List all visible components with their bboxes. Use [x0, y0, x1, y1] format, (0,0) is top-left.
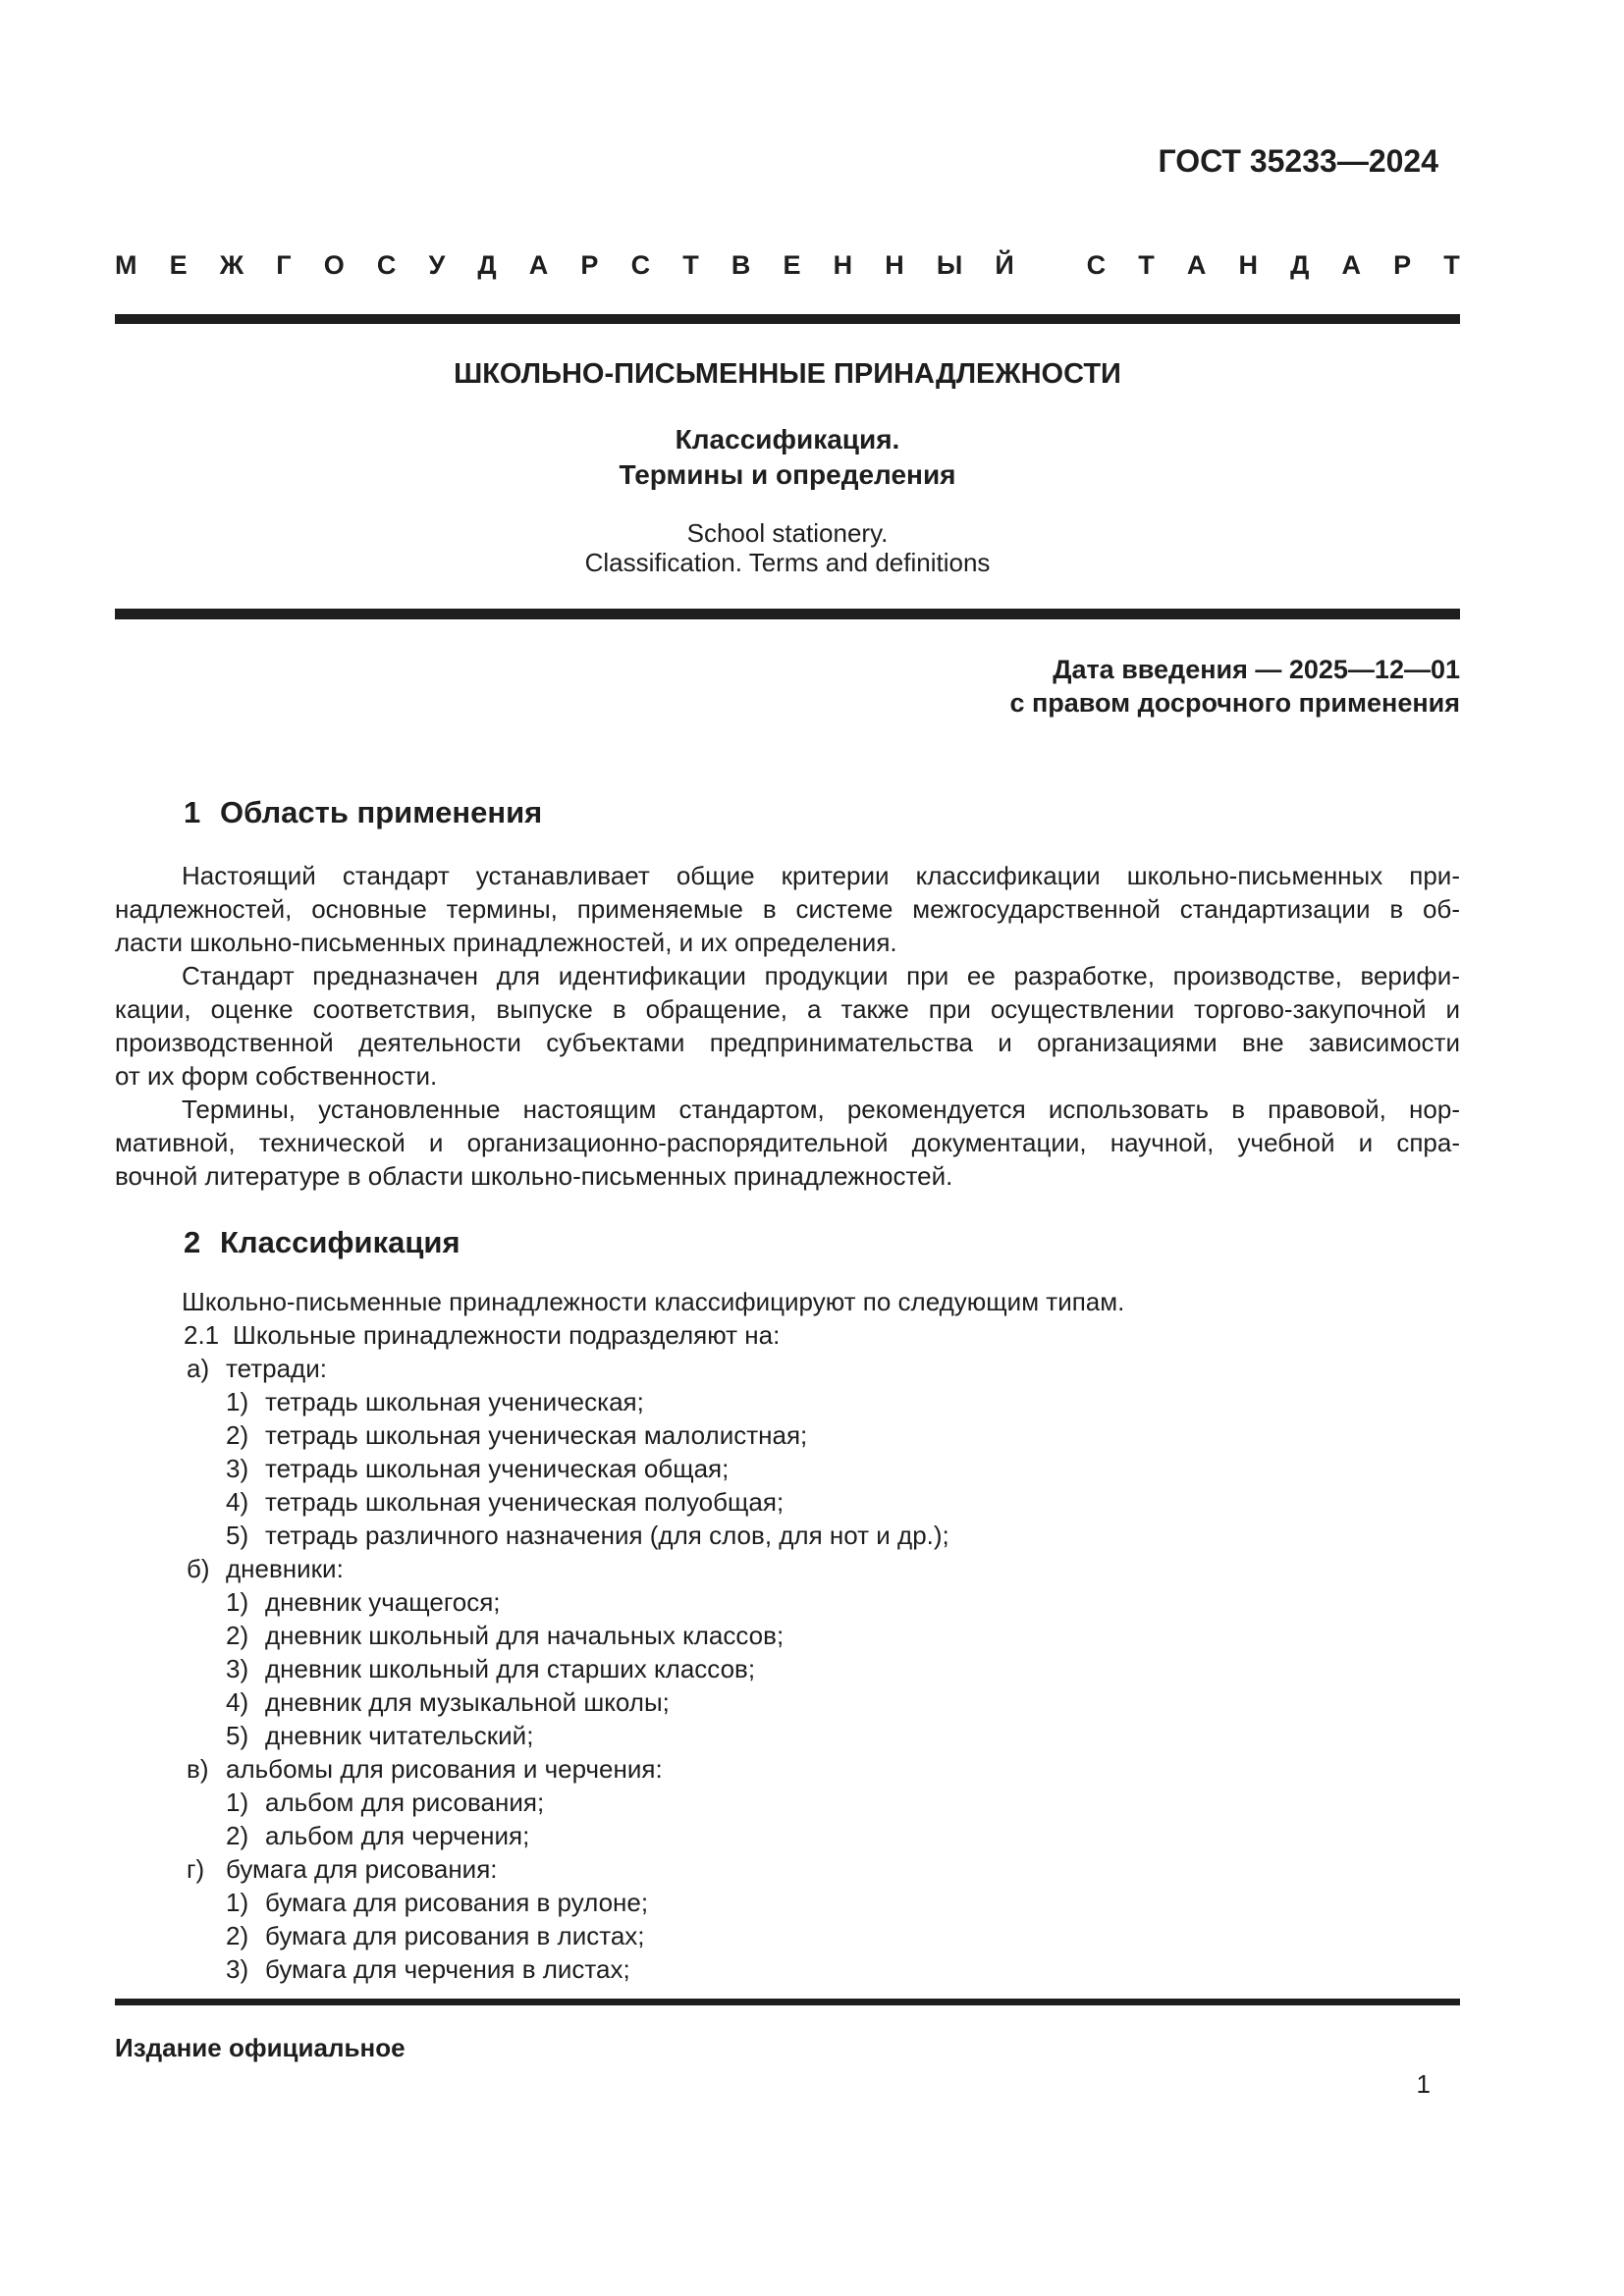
- list-item: [115, 1752, 1460, 1786]
- document-title-english: [115, 518, 1460, 577]
- list-item-text: дневник учащегося;: [265, 1587, 501, 1617]
- list-item-text: дневник школьный для старших классов;: [265, 1654, 756, 1683]
- list-item: [115, 1485, 1460, 1519]
- list-item-text: альбом для черчения;: [265, 1821, 530, 1850]
- list-item-marker: 3): [226, 1654, 249, 1683]
- subtitle-line-1: Классификация.: [675, 424, 900, 454]
- list-item-marker: б): [187, 1554, 210, 1583]
- list-item-text: бумага для черчения в листах;: [265, 1954, 630, 1984]
- list-item-marker: г): [187, 1854, 205, 1884]
- list-item-marker: а): [187, 1354, 210, 1383]
- section-1-number: 1: [184, 795, 201, 829]
- list-item: [115, 1919, 1460, 1952]
- section-2-title: Классификация: [220, 1225, 460, 1259]
- list-item-text: бумага для рисования в листах;: [265, 1921, 645, 1950]
- list-item-marker: 1): [226, 1788, 249, 1817]
- section-2-number: 2: [184, 1225, 201, 1259]
- list-item-marker: 3): [226, 1454, 249, 1483]
- list-item: [115, 1452, 1460, 1485]
- list-item: [115, 1619, 1460, 1652]
- list-item: [115, 1652, 1460, 1685]
- list-item: [115, 1352, 1460, 1385]
- section-1-heading: [115, 794, 1460, 831]
- list-item: [115, 1585, 1460, 1619]
- list-item-text: тетрадь школьная ученическая;: [265, 1387, 644, 1416]
- clause-2-1: [115, 1318, 1460, 1352]
- list-item-marker: 4): [226, 1487, 249, 1517]
- english-title-line-2: Classification. Terms and definitions: [584, 548, 991, 577]
- list-item-marker: 2): [226, 1921, 249, 1950]
- list-item: [115, 1852, 1460, 1886]
- paragraph-line: от их форм собственности.: [115, 1061, 438, 1091]
- classification-intro: Школьно-письменные принадлежности классифицируют по следующим типам.: [182, 1287, 1125, 1316]
- paragraph-line: надлежностей, основные термины, применяемые в системе межгосударственной стандартизации в об-: [115, 894, 1460, 924]
- list-item-text: альбомы для рисования и черчения:: [226, 1754, 663, 1784]
- section-1-title: Область применения: [220, 795, 543, 829]
- document-code: ГОСТ 35233—2024: [1158, 143, 1438, 179]
- effective-date: [115, 653, 1460, 720]
- page-number: 1: [1416, 2069, 1431, 2099]
- list-item: [115, 1786, 1460, 1819]
- standard-type-header: М Е Ж Г О С У Д А Р С Т В Е Н Н Ы Й С Т А Н Д А Р Т: [115, 250, 1460, 280]
- list-item-marker: 1): [226, 1387, 249, 1416]
- list-item-marker: 2): [226, 1821, 249, 1850]
- list-item-marker: 5): [226, 1521, 249, 1550]
- list-item-marker: 2): [226, 1621, 249, 1650]
- list-item: [115, 1685, 1460, 1719]
- section-1-body: [115, 859, 1460, 1193]
- english-title-line-1: School stationery.: [686, 518, 889, 548]
- list-item-marker: 3): [226, 1954, 249, 1984]
- list-item-text: дневник для музыкальной школы;: [265, 1687, 670, 1717]
- list-item-text: дневники:: [226, 1554, 344, 1583]
- list-item: [115, 1552, 1460, 1585]
- list-item-text: тетрадь школьная ученическая общая;: [265, 1454, 730, 1483]
- footer-rule: [115, 1999, 1460, 2005]
- paragraph-line: производственной деятельности субъектами предпринимательства и организациями вне зависимости: [115, 1028, 1460, 1057]
- list-item: [115, 1952, 1460, 1986]
- list-item: [115, 1418, 1460, 1452]
- list-item-marker: 1): [226, 1587, 249, 1617]
- list-item-marker: 4): [226, 1687, 249, 1717]
- list-item-marker: 2): [226, 1420, 249, 1450]
- list-item-marker: в): [187, 1754, 209, 1784]
- paragraph-line: Стандарт предназначен для идентификации продукции при ее разработке, производстве, верифи-: [182, 961, 1460, 990]
- list-item-text: альбом для рисования;: [265, 1788, 545, 1817]
- list-item: [115, 1719, 1460, 1752]
- document-subtitle: [115, 422, 1460, 493]
- list-item-marker: 1): [226, 1888, 249, 1917]
- effective-date-line-1: Дата введения — 2025—12—01: [1053, 655, 1460, 684]
- subtitle-line-2: Термины и определения: [619, 459, 956, 490]
- clause-2-1-number: 2.1: [184, 1320, 220, 1350]
- list-item: [115, 1519, 1460, 1552]
- document-title: ШКОЛЬНО-ПИСЬМЕННЫЕ ПРИНАДЛЕЖНОСТИ: [454, 358, 1121, 390]
- header-rule: [115, 314, 1460, 324]
- list-item-text: тетрадь различного назначения (для слов, для нот и др.);: [265, 1521, 949, 1550]
- section-2-heading: [115, 1224, 1460, 1261]
- paragraph-line: ласти школьно-письменных принадлежностей, и их определения.: [115, 928, 897, 957]
- list-item-marker: 5): [226, 1721, 249, 1750]
- section-2-body: [115, 1285, 1460, 1986]
- clause-2-1-text: Школьные принадлежности подразделяют на:: [233, 1320, 781, 1350]
- list-item-text: дневник читательский;: [265, 1721, 534, 1750]
- list-item: [115, 1819, 1460, 1852]
- list-item-text: бумага для рисования:: [226, 1854, 498, 1884]
- list-item-text: бумага для рисования в рулоне;: [265, 1888, 649, 1917]
- paragraph-line: Термины, установленные настоящим стандартом, рекомендуется использовать в правовой, нор-: [182, 1095, 1460, 1124]
- list-item-text: дневник школьный для начальных классов;: [265, 1621, 785, 1650]
- page-footer: [115, 1999, 1460, 2099]
- list-item-text: тетрадь школьная ученическая полуобщая;: [265, 1487, 785, 1517]
- paragraph-line: Настоящий стандарт устанавливает общие критерии классификации школьно-письменных при-: [182, 861, 1460, 890]
- list-item-text: тетради:: [226, 1354, 327, 1383]
- list-item-text: тетрадь школьная ученическая малолистная;: [265, 1420, 808, 1450]
- list-item: [115, 1886, 1460, 1919]
- edition-note: Издание официальное: [115, 2033, 406, 2062]
- list-item: [115, 1385, 1460, 1418]
- paragraph-line: мативной, технической и организационно-распорядительной документации, научной, учебной и спра-: [115, 1128, 1460, 1157]
- paragraph-line: кации, оценке соответствия, выпуске в обращение, а также при осуществлении торгово-закупочной и: [115, 994, 1460, 1024]
- paragraph-line: вочной литературе в области школьно-письменных принадлежностей.: [115, 1161, 953, 1191]
- title-separator-rule: [115, 609, 1460, 619]
- effective-date-line-2: с правом досрочного применения: [1009, 688, 1460, 718]
